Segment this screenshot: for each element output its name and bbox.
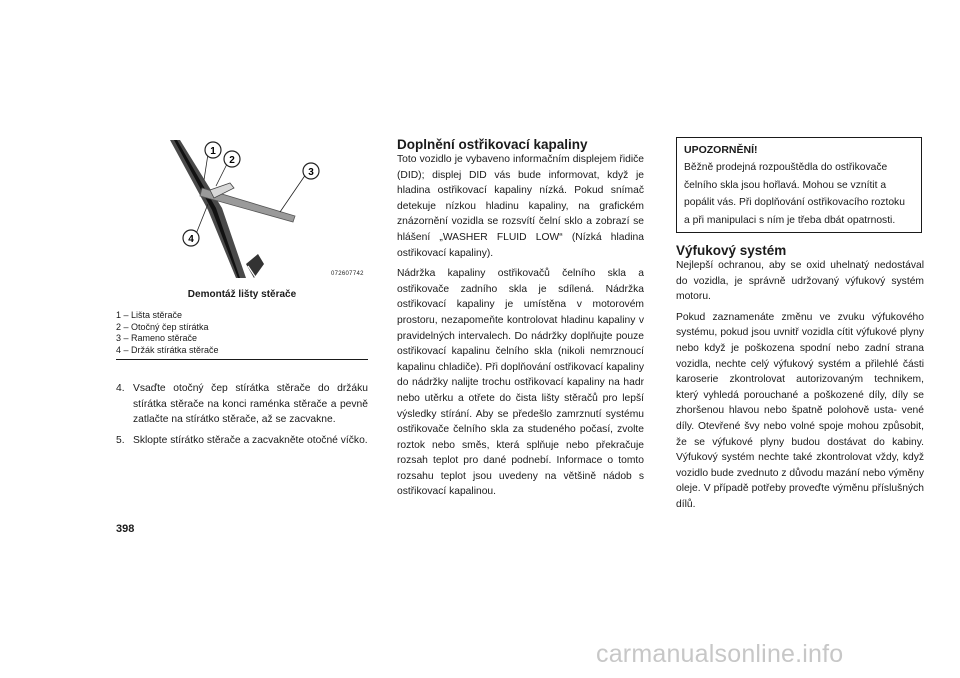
washer-fluid-heading: Doplnění ostřikovací kapaliny xyxy=(397,137,588,152)
legend-divider xyxy=(116,359,368,360)
figure-caption: Demontáž lišty stěrače xyxy=(187,289,297,300)
procedure-step xyxy=(116,381,368,428)
washer-fluid-paragraph: Toto vozidlo je vybaveno informačním displejem řidiče (DID); displej DID vás bude informovat, když je hladina ostřikovací kapaliny nízká. Pokud snímač detekuje nízkou hladinu kapaliny, na grafickém znázornění vozidla se rozsvítí čelní sklo a zobrazí se hlášení „WASHER FLUID LOW“ (Nízká hladina ostřikovací kapaliny). xyxy=(397,154,644,259)
exhaust-system-heading: Výfukový systém xyxy=(676,243,787,258)
exhaust-system-paragraph: Nejlepší ochranou, aby se oxid uhelnatý nedostával do vozidla, je správně udržovaný výfukový systém motoru. xyxy=(676,260,924,303)
callout-1-label: 1 xyxy=(210,146,216,157)
step-number: 5. xyxy=(116,434,125,446)
wiper-drawing xyxy=(150,138,345,286)
step-text: Sklopte stírátko stěrače a zacvakněte otočné víčko. xyxy=(133,434,368,446)
callout-1-leader xyxy=(204,154,208,180)
warning-text: Běžně prodejná rozpouštědla do ostřikovače čelního skla jsou hořlavá. Mohou se vznítit a popálit vás. Při doplňování ostřikovacího roztoku a při manipulaci s ním je třeba dbát opatrnosti. xyxy=(684,162,905,226)
callout-2-label: 2 xyxy=(229,155,235,166)
page-number: 398 xyxy=(116,523,135,535)
wiper-illustration xyxy=(150,138,345,286)
figure-code: 072607742 xyxy=(331,271,364,277)
legend-item: 3 – Rameno stěrače xyxy=(116,333,198,343)
warning-title: UPOZORNĚNÍ! xyxy=(684,144,758,156)
step-text: Vsaďte otočný čep stírátka stěrače do držáku stírátka stěrače na konci raménka stěrače a pevně zatlačte na stírátko stěrače, až se zacvakne. xyxy=(133,383,368,426)
figure-legend xyxy=(116,310,368,356)
procedure-step xyxy=(116,433,368,449)
warning-box xyxy=(676,137,922,233)
exhaust-system-paragraph: Pokud zaznamenáte změnu ve zvuku výfukového systému, pokud jsou uvnitř vozidla cítit výfukové plyny nebo když je poškozena spodní nebo zadní strana vozidla, nechte celý výfukový systém a přilehlé části karoserie zkontrolovat autorizovaným technikem, který vyhledá porouchané a poškozené díly, díly se zhoršenou hlavou nebo špatně polohově usta- vené díly. Otevřené švy nebo volné spoje mohou způsobit, že se výfukové plyny budou dostávat do kabiny. Výfukový systém nechte také zkontrolovat vždy, když vozidlo bude zvednuto z důvodu mazání nebo výměny oleje. V případě potřeby proveďte výměnu příslušných dílů. xyxy=(676,311,924,510)
step-number: 4. xyxy=(116,383,125,394)
washer-fluid-section xyxy=(397,137,644,505)
procedure-steps xyxy=(116,381,368,453)
washer-fluid-paragraph: Nádržka kapaliny ostřikovačů čelního skla a ostřikovače zadního skla je sdílená. Nádržka ostřikovací kapaliny je umístěna v motorovém prostoru, nezapomeňte kontrolovat hladinu kapaliny v pravidelných intervalech. Do nádržky doplňujte pouze ostřikovací kapalinu čelního skla (nikoli nemrznoucí kapalinu chladiče). Při doplňování ostřikovací kapaliny do nádržky nalijte trochu ostřikovací kapaliny na hadr nebo utěrku a otřete do čista lišty stěračů pro lepší výsledky stírání. Aby se předešlo zamrznutí systému ostřikovače čelního skla za studeného počasí, zvolte roztok nebo směs, která splňuje nebo překračuje rozsah teplot pro dané podnebí. Informace o tomto rozsahu teplot jsou uvedeny na většině nádob s ostřikovací kapalinou. xyxy=(397,268,644,498)
exhaust-system-section xyxy=(676,243,924,518)
callout-3-label: 3 xyxy=(308,167,314,178)
callout-2-leader xyxy=(216,162,228,186)
legend-item: 2 – Otočný čep stírátka xyxy=(116,321,209,332)
callout-3-leader xyxy=(280,174,306,212)
callout-4-leader xyxy=(196,204,208,234)
site-watermark: carmanualsonline.info xyxy=(596,640,844,668)
callout-4-label: 4 xyxy=(188,234,194,245)
legend-item: 4 – Držák stírátka stěrače xyxy=(116,344,219,355)
legend-item: 1 – Lišta stěrače xyxy=(116,310,183,320)
